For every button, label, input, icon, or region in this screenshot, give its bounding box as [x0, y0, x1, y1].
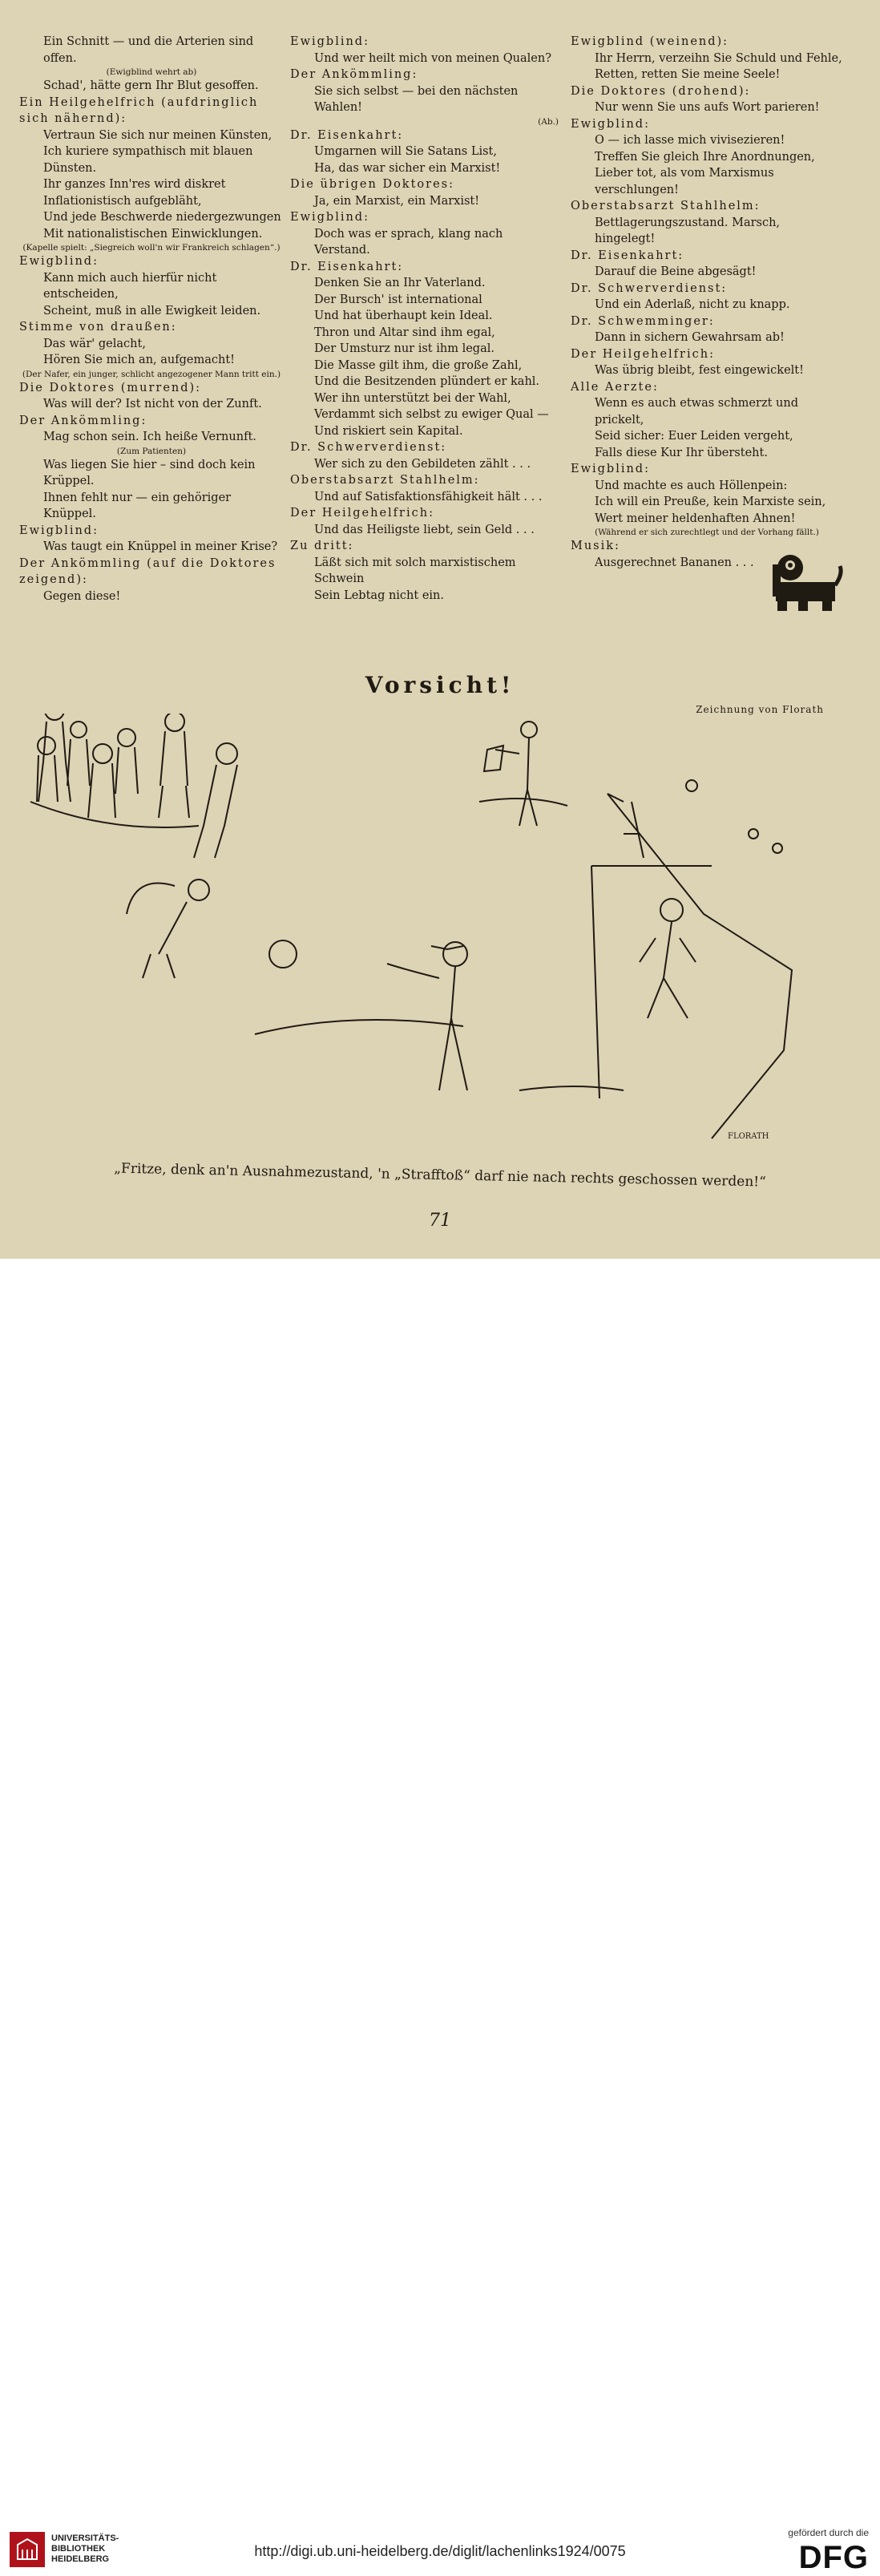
speaker-label: Alle Aerzte:	[571, 380, 659, 394]
speaker-label: Dr. Schwerverdienst:	[290, 441, 447, 454]
speaker-label: Oberstabsarzt Stahlhelm:	[571, 200, 761, 212]
verse-line: Dann in sichern Gewahrsam ab!	[595, 331, 785, 344]
university-name-line-3: HEIDELBERG	[51, 2554, 110, 2564]
verse-line: Und das Heiligste liebt, sein Geld . . .	[314, 523, 535, 536]
verse-line: Und riskiert sein Kapital.	[314, 424, 463, 438]
verse-line: Ha, das war sicher ein Marxist!	[314, 161, 501, 175]
dfg-logo[interactable]	[757, 2527, 869, 2576]
artist-signature: FLORATH	[728, 1132, 769, 1141]
verse-line: Kann mich auch hierfür nicht entscheiden,	[43, 271, 217, 301]
stage-direction: (Während er sich zurechtlegt und der Vorhang fällt.)	[595, 528, 819, 537]
speaker-label: Ewigblind:	[290, 211, 369, 224]
verse-line: Gegen diese!	[43, 589, 121, 603]
verse-line: Seid sicher: Euer Leiden vergeht,	[595, 430, 793, 443]
speaker-label: Zu dritt:	[290, 540, 354, 552]
verse-line: Der Bursch' ist international	[314, 293, 482, 306]
verse-line: Und die Besitzenden plündert er kahl.	[314, 375, 540, 388]
speaker-label: Ewigblind:	[19, 524, 99, 537]
speaker-label: Der Ankömmling:	[290, 68, 418, 81]
page-number: 71	[429, 1211, 451, 1231]
verse-line: Ihnen fehlt nur — ein gehöriger Knüppel.	[43, 491, 232, 520]
verse-line: Inflationistisch aufgebläht,	[43, 194, 202, 208]
stage-direction: (Kapelle spielt: „Siegreich woll'n wir Frankreich schlagen“.)	[22, 243, 281, 253]
verse-line: Doch was er sprach, klang nach Verstand.	[314, 227, 503, 257]
verse-line: O — ich lasse mich vivisezieren!	[595, 134, 785, 147]
university-name-line-2: BIBLIOTHEK	[51, 2544, 106, 2554]
verse-line: Ja, ein Marxist, ein Marxist!	[314, 194, 480, 208]
verse-line: Hören Sie mich an, aufgemacht!	[43, 354, 235, 366]
verse-line: Das wär' gelacht,	[43, 337, 146, 350]
verse-line: Ihr Herrn, verzeihn Sie Schuld und Fehle,	[595, 51, 842, 65]
speaker-label: Dr. Eisenkahrt:	[290, 128, 404, 142]
verse-line: Die Masse gilt ihm, die große Zahl,	[314, 358, 523, 372]
verse-line: Und ein Aderlaß, nicht zu knapp.	[595, 298, 790, 311]
verse-line: Retten, retten Sie meine Seele!	[595, 68, 781, 81]
stage-direction: (Ab.)	[538, 116, 559, 127]
speaker-label: Musik:	[571, 540, 620, 552]
verse-line: Falls diese Kur Ihr übersteht.	[595, 446, 768, 459]
verse-line: Und hat überhaupt kein Ideal.	[314, 309, 493, 322]
verse-line: Denken Sie an Ihr Vaterland.	[314, 277, 486, 289]
verse-line: Ich kuriere sympathisch mit blauen Dünsten.	[43, 145, 253, 175]
verse-line: Was liegen Sie hier – sind doch kein Krüppel.	[43, 458, 256, 487]
verse-line: Umgarnen will Sie Satans List,	[314, 145, 497, 158]
verse-line: Der Umsturz nur ist ihm legal.	[314, 342, 494, 355]
verse-line: Und jede Beschwerde niedergezwungen	[43, 211, 281, 224]
verse-line: Was übrig bleibt, fest eingewickelt!	[595, 364, 804, 377]
verse-line: Lieber tot, als vom Marxismus verschlungen!	[595, 167, 774, 196]
dog-vignette-icon	[771, 553, 843, 611]
verse-line: Scheint, muß in alle Ewigkeit leiden.	[43, 304, 261, 317]
verse-line: Wenn es auch etwas schmerzt und prickelt,	[595, 397, 798, 427]
verse-line: Mag schon sein. Ich heiße Vernunft.	[43, 431, 256, 443]
text-column-3	[571, 34, 843, 571]
speaker-label: Ewigblind:	[571, 463, 650, 475]
speaker-label: Der Ankömmling:	[19, 414, 147, 427]
verse-line: Was taugt ein Knüppel in meiner Krise?	[43, 540, 278, 553]
speaker-label: Die Doktores (murrend):	[19, 381, 202, 394]
funding-note: gefördert durch die	[788, 2527, 869, 2538]
text-column-2	[290, 34, 559, 604]
speaker-label: Dr. Eisenkahrt:	[290, 260, 404, 273]
verse-line: Was will der? Ist nicht von der Zunft.	[43, 398, 262, 410]
scanned-page	[0, 0, 880, 1259]
verse-line: Wer ihn unterstützt bei der Wahl,	[314, 391, 511, 405]
digitization-footer	[0, 1259, 880, 2575]
verse-line: Treffen Sie gleich Ihre Anordnungen,	[595, 150, 815, 164]
speaker-label: Ewigblind (weinend):	[571, 35, 729, 48]
verse-line: Ausgerechnet Bananen . . .	[595, 556, 754, 569]
speaker-label: Der Heilgehelfrich:	[571, 347, 715, 361]
cartoon-title: Vorsicht!	[365, 672, 515, 698]
cartoon-caption: „Fritze, denk an'n Ausnahmezustand, 'n „Strafftoß“ darf nie nach rechts geschossen werden!“	[114, 1160, 766, 1191]
stage-direction: (Zum Patienten)	[116, 446, 187, 456]
speaker-label: Ein Heilgehelfrich (aufdringlich sich nähernd):	[19, 95, 259, 125]
speaker-label: Ewigblind:	[571, 117, 650, 131]
verse-line: Mit nationalistischen Einwicklungen.	[43, 227, 263, 241]
verse-line: Thron und Altar sind ihm egal,	[314, 326, 495, 339]
speaker-label: Oberstabsarzt Stahlhelm:	[290, 474, 480, 487]
speaker-label: Ewigblind:	[290, 35, 369, 48]
verse-line: Darauf die Beine abgesägt!	[595, 265, 757, 278]
speaker-label: Dr. Schwerverdienst:	[571, 281, 728, 295]
cartoon-credit: Zeichnung von Florath	[696, 704, 824, 715]
verse-line: Ich will ein Preuße, kein Marxiste sein,	[595, 495, 826, 508]
stage-direction: (Der Nafer, ein junger, schlicht angezogener Mann tritt ein.)	[22, 369, 281, 379]
speaker-label: Stimme von draußen:	[19, 321, 177, 334]
speaker-label: Die Doktores (drohend):	[571, 84, 751, 98]
source-url-link[interactable]: http://digi.ub.uni-heidelberg.de/diglit/lachenlinks1924/0075	[254, 2543, 626, 2559]
verse-line: Läßt sich mit solch marxistischem Schwein	[314, 556, 516, 585]
verse-line: Verdammt sich selbst zu ewiger Qual —	[314, 408, 549, 421]
verse-line: Und auf Satisfaktionsfähigkeit hält . . .	[314, 490, 543, 503]
speaker-label: Der Ankömmling (auf die Doktores zeigend):	[19, 556, 277, 586]
verse-line: Bettlagerungszustand. Marsch, hingelegt!	[595, 216, 781, 245]
dfg-wordmark: DFG	[798, 2540, 869, 2575]
speaker-label: Die übrigen Doktores:	[290, 178, 454, 191]
verse-line: Nur wenn Sie uns aufs Wort parieren!	[595, 101, 820, 114]
verse-line: Schad', hätte gern Ihr Blut gesoffen.	[43, 79, 259, 92]
verse-line: Ein Schnitt — und die Arterien sind offen.	[43, 35, 254, 65]
speaker-label: Dr. Schwemminger:	[571, 314, 715, 328]
verse-line: Sein Lebtag nicht ein.	[314, 588, 444, 602]
verse-line: Wert meiner heldenhaften Ahnen!	[595, 512, 796, 525]
verse-line: Ihr ganzes Inn'res wird diskret	[43, 178, 226, 191]
verse-line: Und machte es auch Höllenpein:	[595, 479, 788, 492]
text-column-1	[19, 34, 284, 605]
verse-line: Wer sich zu den Gebildeten zählt . . .	[314, 457, 531, 471]
speaker-label: Ewigblind:	[19, 255, 99, 268]
stage-direction: (Ewigblind wehrt ab)	[106, 67, 197, 77]
verse-line: Sie sich selbst — bei den nächsten Wahlen!	[314, 84, 519, 114]
football-cartoon-illustration	[14, 714, 864, 1195]
university-name-line-1: UNIVERSITÄTS-	[51, 2534, 119, 2543]
verse-line: Vertraun Sie sich nur meinen Künsten,	[43, 128, 272, 142]
speaker-label: Der Heilgehelfrich:	[290, 507, 434, 520]
verse-line: Und wer heilt mich von meinen Qualen?	[314, 51, 551, 65]
speaker-label: Dr. Eisenkahrt:	[571, 249, 684, 262]
